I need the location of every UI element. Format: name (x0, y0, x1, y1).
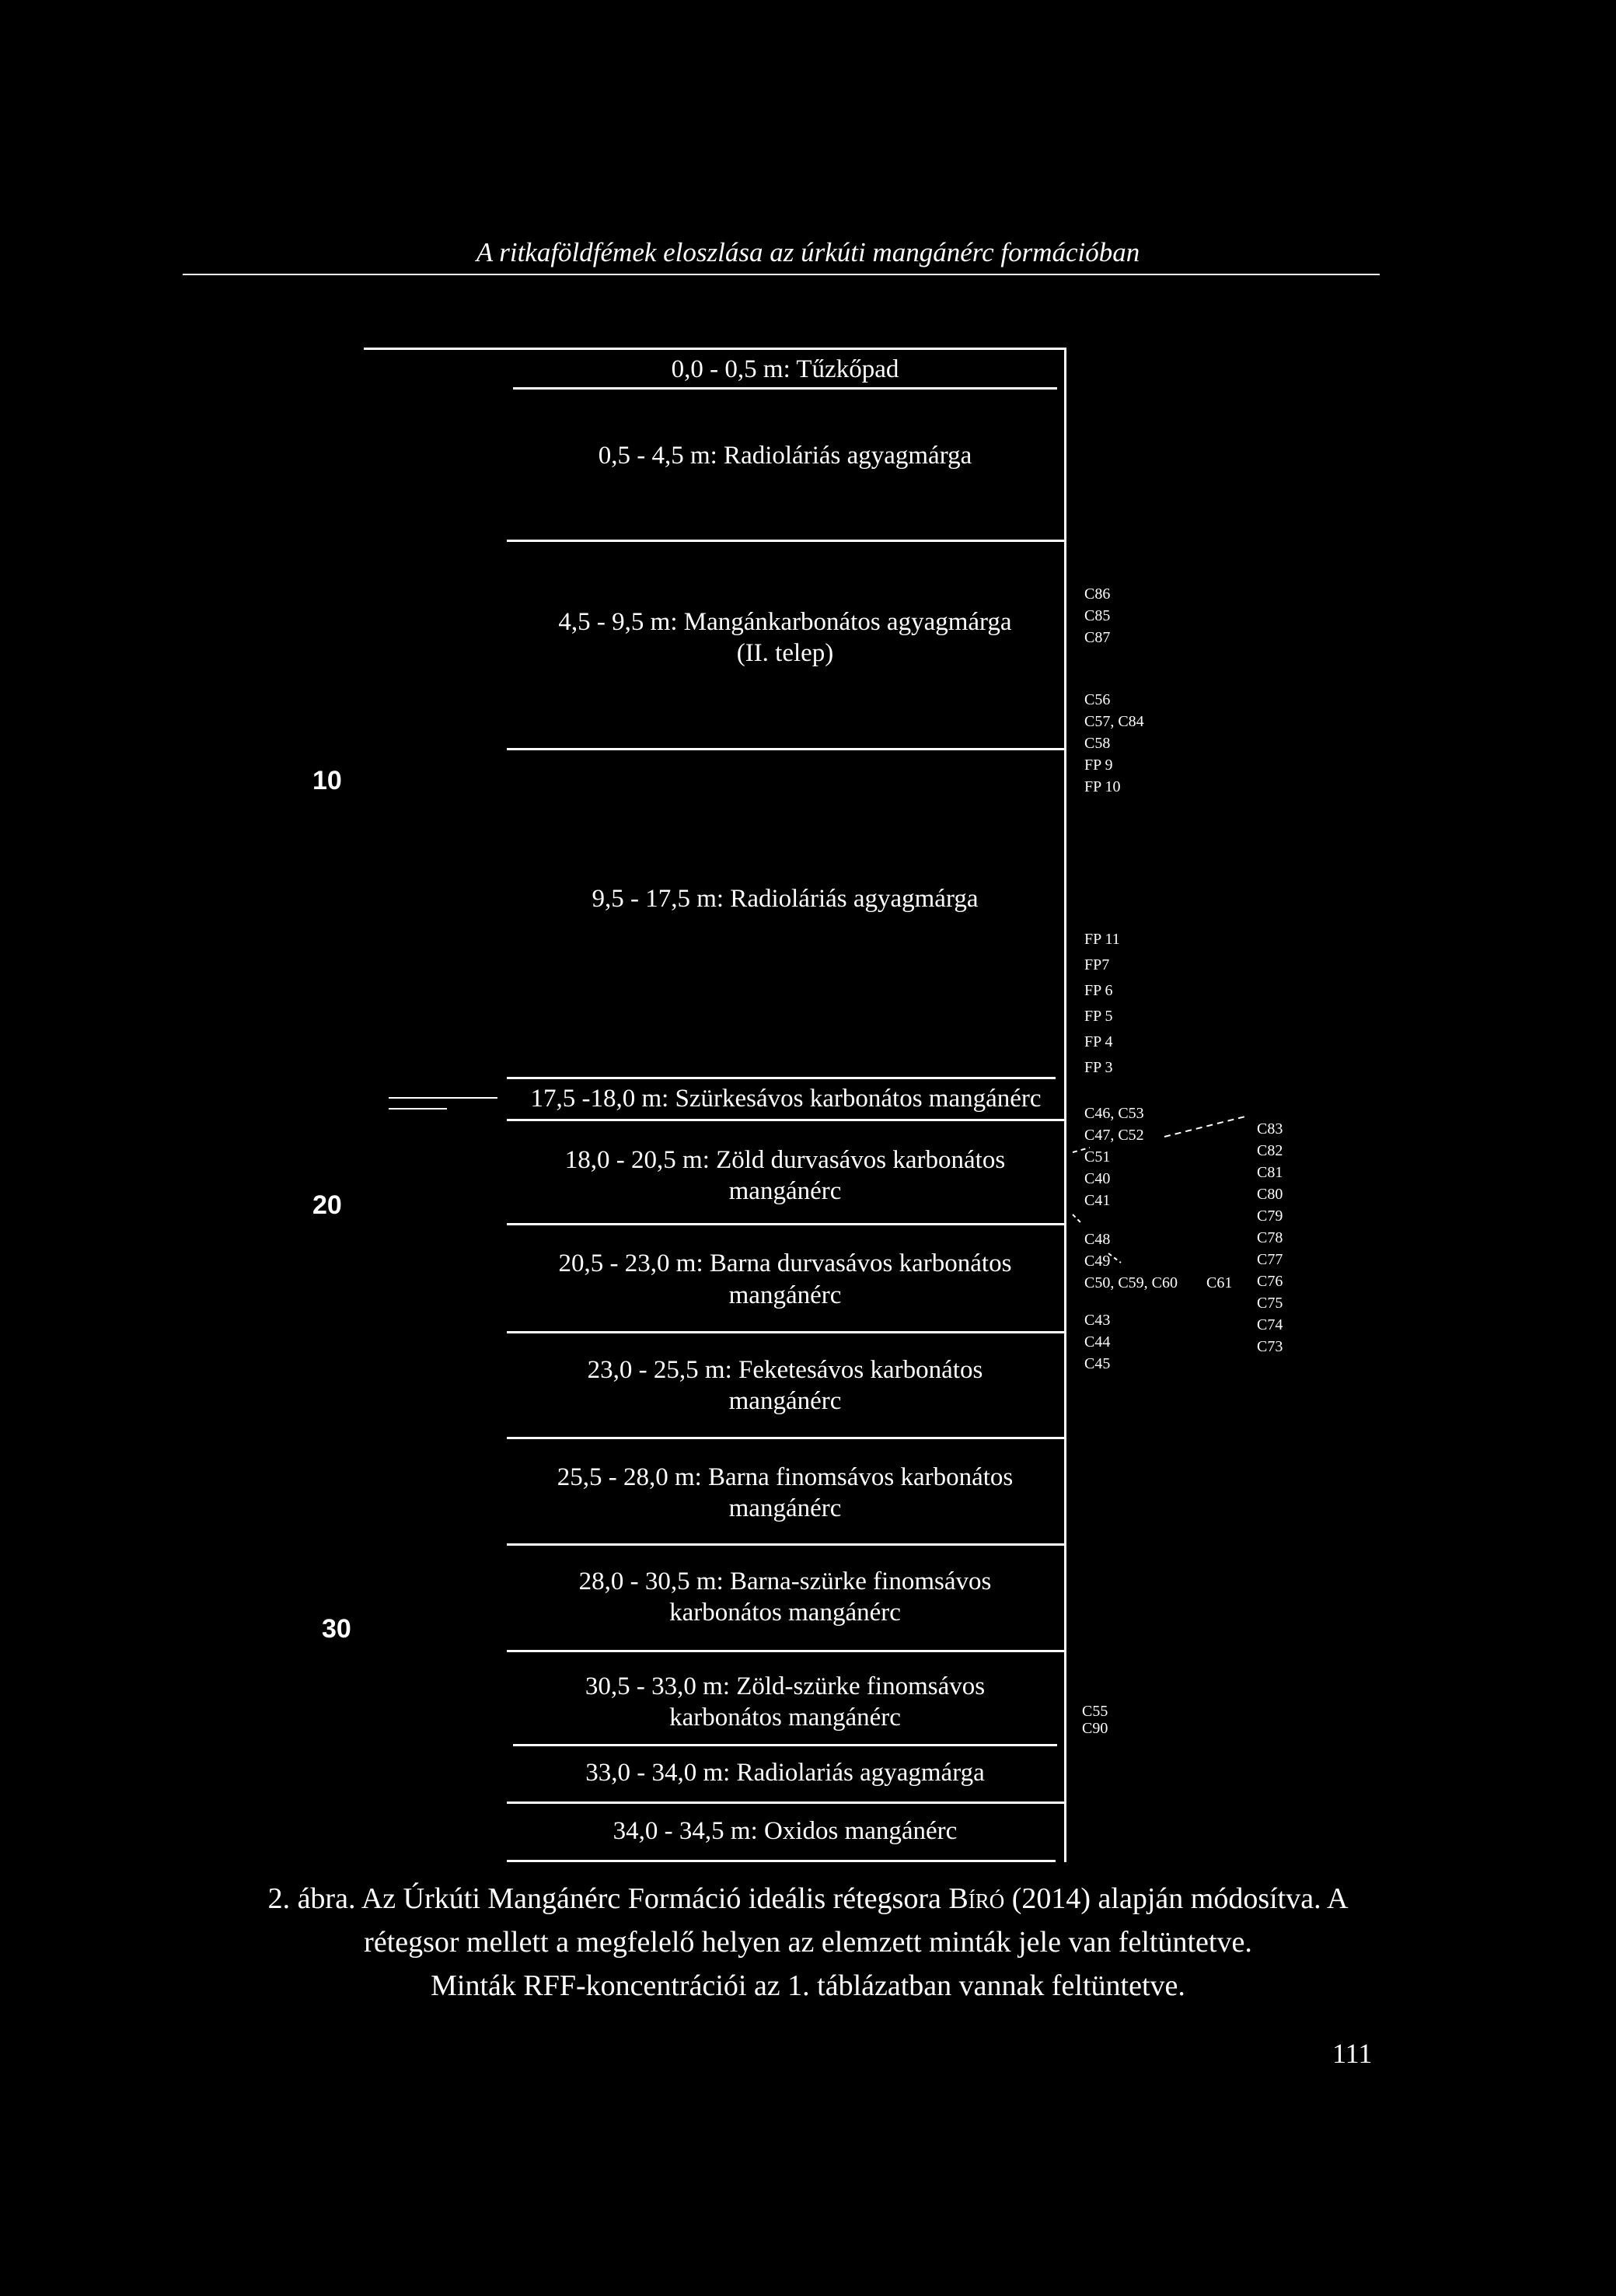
depth-label-30: 30 (322, 1614, 351, 1644)
sample-label: C82 (1257, 1142, 1283, 1159)
layer-boundary (507, 1650, 1065, 1652)
layer-label: 4,5 - 9,5 m: Mangánkarbonátos agyagmárga (558, 608, 1012, 636)
sample-label: FP 3 (1084, 1059, 1113, 1076)
layer-boundary (507, 748, 1065, 750)
sample-label: C58 (1084, 735, 1111, 752)
layer-label: 17,5 -18,0 m: Szürkesávos karbonátos mangánérc (530, 1085, 1042, 1113)
sample-label: C41 (1084, 1192, 1111, 1209)
sample-label: C51 (1084, 1148, 1111, 1165)
sample-label: C87 (1084, 629, 1111, 646)
layer-boundary (507, 1437, 1065, 1439)
dashed-connector (1073, 1214, 1080, 1222)
figure-caption-line3: Minták RFF-koncentrációi az 1. táblázatban vannak feltüntetve. (431, 1969, 1185, 2002)
caption-author: Bíró (948, 1882, 1005, 1915)
sample-label: FP7 (1084, 956, 1110, 973)
sample-label: FP 6 (1084, 982, 1113, 999)
sample-group (1084, 927, 1120, 1081)
layer-label: 18,0 - 20,5 m: Zöld durvasávos karbonátos (564, 1146, 1006, 1174)
sample-connectors (1065, 1104, 1267, 1283)
sample-label: C86 (1084, 585, 1111, 603)
layer-boundary (513, 387, 1057, 390)
sample-label: C48 (1084, 1231, 1111, 1248)
layer-boundary (507, 1119, 1065, 1121)
layer-label: karbonátos mangánérc (669, 1704, 901, 1732)
layer-boundary (507, 540, 1065, 542)
layer-label: 9,5 - 17,5 m: Radioláriás agyagmárga (592, 885, 979, 913)
sample-label: C56 (1084, 691, 1111, 708)
dashed-connector (1164, 1117, 1245, 1137)
layer-label: 20,5 - 23,0 m: Barna durvasávos karbonátos (558, 1249, 1012, 1277)
layer-label: 0,0 - 0,5 m: Tűzkőpad (671, 355, 899, 383)
sample-group (1082, 1703, 1108, 1737)
sample-label: C78 (1257, 1229, 1283, 1246)
caption-text: 2. ábra. Az Úrkúti Mangánérc Formáció ideális rétegsora (267, 1882, 949, 1915)
layer-label: 33,0 - 34,0 m: Radiolariás agyagmárga (585, 1759, 985, 1787)
sample-label: C45 (1084, 1355, 1111, 1372)
sample-label: FP 10 (1084, 778, 1121, 795)
sample-label: FP 5 (1084, 1008, 1113, 1025)
sample-label: C49 (1084, 1253, 1111, 1270)
tick-mark (389, 1097, 497, 1099)
sample-label: FP 11 (1084, 931, 1120, 948)
sample-label: C81 (1257, 1164, 1283, 1181)
dashed-connector (1073, 1148, 1090, 1152)
layer-label: (II. telep) (736, 639, 834, 667)
sample-label: C90 (1082, 1720, 1108, 1737)
sample-group (1084, 583, 1110, 648)
layer-boundary (507, 1802, 1065, 1804)
sample-label: C85 (1084, 607, 1111, 624)
top-boundary (364, 348, 1065, 350)
tick-mark (389, 1108, 447, 1110)
bottom-boundary (507, 1860, 1056, 1862)
sample-label: C55 (1082, 1703, 1108, 1720)
layer-boundary (513, 1744, 1057, 1746)
sample-group (1084, 689, 1144, 798)
sample-label: C44 (1084, 1333, 1111, 1351)
caption-text: (2014) alapján módosítva. A (1004, 1882, 1349, 1915)
dashed-connector (1108, 1253, 1121, 1263)
sample-label: C80 (1257, 1186, 1283, 1203)
layer-label: mangánérc (728, 1494, 842, 1522)
layer-label: 30,5 - 33,0 m: Zöld-szürke finomsávos (585, 1672, 986, 1700)
sample-group (1084, 1309, 1110, 1375)
layer-label: 28,0 - 30,5 m: Barna-szürke finomsávos (578, 1567, 992, 1595)
layer-boundary (507, 1331, 1065, 1333)
page-number: 111 (1332, 2038, 1373, 2069)
depth-label-10: 10 (312, 766, 342, 795)
sample-label: FP 9 (1084, 757, 1113, 774)
layer-boundary (507, 1223, 1065, 1225)
layer-label: 25,5 - 28,0 m: Barna finomsávos karbonátos (557, 1463, 1014, 1491)
sample-label: C61 (1206, 1274, 1233, 1291)
sample-label: C76 (1257, 1273, 1283, 1290)
sample-label: C46, C53 (1084, 1105, 1144, 1122)
sample-label: C73 (1257, 1338, 1283, 1355)
layer-label: karbonátos mangánérc (669, 1599, 901, 1627)
figure-caption-line2: rétegsor mellett a megfelelő helyen az elemzett minták jele van feltüntetve. (364, 1926, 1252, 1959)
layer-label: 34,0 - 34,5 m: Oxidos mangánérc (613, 1817, 958, 1845)
layer-label: mangánérc (728, 1387, 842, 1415)
sample-label: C79 (1257, 1207, 1283, 1225)
running-title: A ritkaföldfémek eloszlása az úrkúti mangánérc formációban (476, 237, 1140, 267)
sample-label: C83 (1257, 1120, 1283, 1138)
figure-caption-line1 (0, 1877, 1616, 1920)
sample-label: C77 (1257, 1251, 1283, 1268)
layer-label: 0,5 - 4,5 m: Radioláriás agyagmárga (598, 442, 972, 470)
sample-label: C43 (1084, 1312, 1111, 1329)
sample-label: C47, C52 (1084, 1127, 1144, 1144)
layer-boundary (507, 1077, 1056, 1079)
sample-label: C57, C84 (1084, 713, 1144, 730)
sample-label: C40 (1084, 1170, 1111, 1187)
layer-label: mangánérc (728, 1281, 842, 1309)
layer-label: mangánérc (728, 1177, 842, 1205)
sample-label: C75 (1257, 1295, 1283, 1312)
layer-label: 23,0 - 25,5 m: Feketesávos karbonátos (587, 1356, 983, 1384)
sample-label: C74 (1257, 1316, 1283, 1333)
layer-boundary (507, 1543, 1065, 1546)
depth-label-20: 20 (312, 1190, 342, 1220)
sample-label: FP 4 (1084, 1033, 1113, 1050)
sample-label: C50, C59, C60 (1084, 1274, 1178, 1291)
